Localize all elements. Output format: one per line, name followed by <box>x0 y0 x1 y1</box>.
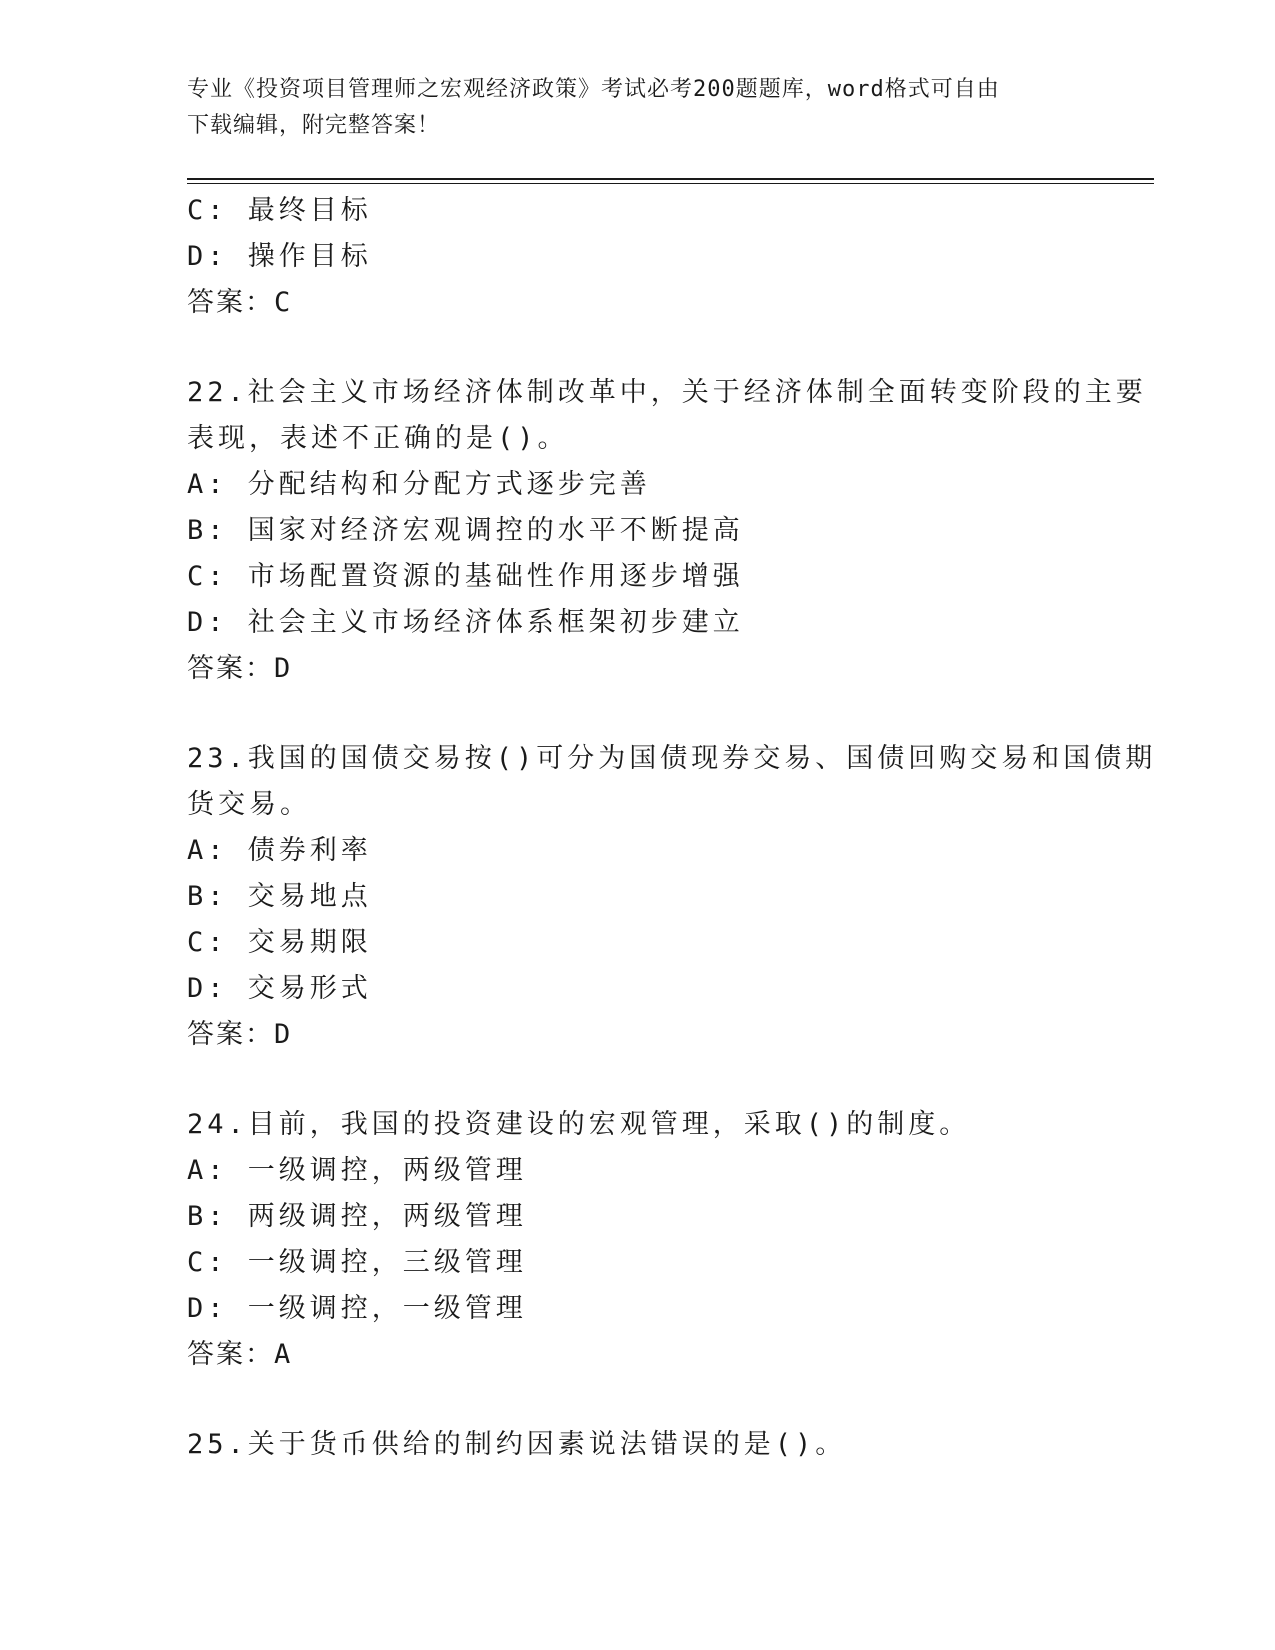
option-d: D: 一级调控，一级管理 <box>187 1293 527 1324</box>
question-text-line: 25.关于货币供给的制约因素说法错误的是()。 <box>187 1429 847 1460</box>
option-c: C: 一级调控，三级管理 <box>187 1247 527 1278</box>
option-c: C: 交易期限 <box>187 927 372 958</box>
question-text-line: 货交易。 <box>187 789 311 820</box>
question-21-continued <box>187 188 1087 326</box>
question-23 <box>187 736 1157 1058</box>
option-c: C: 市场配置资源的基础性作用逐步增强 <box>187 561 744 592</box>
answer-line: 答案：D <box>187 653 293 684</box>
document-header <box>187 72 1067 144</box>
option-d: D: 操作目标 <box>187 241 372 272</box>
answer-line: 答案：D <box>187 1019 293 1050</box>
question-25 <box>187 1422 1087 1468</box>
header-line-2: 下载编辑，附完整答案！ <box>187 113 441 138</box>
answer-line: 答案：C <box>187 287 293 318</box>
option-b: B: 交易地点 <box>187 881 372 912</box>
answer-line: 答案：A <box>187 1339 293 1370</box>
option-b: B: 两级调控，两级管理 <box>187 1201 527 1232</box>
question-text-line: 24.目前，我国的投资建设的宏观管理，采取()的制度。 <box>187 1109 971 1140</box>
option-a: A: 债券利率 <box>187 835 372 866</box>
header-divider-thin <box>187 183 1154 184</box>
question-text-line: 表现，表述不正确的是()。 <box>187 423 569 454</box>
option-a: A: 分配结构和分配方式逐步完善 <box>187 469 651 500</box>
option-d: D: 交易形式 <box>187 973 372 1004</box>
option-c: C: 最终目标 <box>187 195 372 226</box>
option-b: B: 国家对经济宏观调控的水平不断提高 <box>187 515 744 546</box>
question-list <box>187 188 1157 1468</box>
question-text-line: 23.我国的国债交易按()可分为国债现券交易、国债回购交易和国债期 <box>187 743 1157 774</box>
question-22 <box>187 370 1147 692</box>
header-divider-thick <box>187 178 1154 180</box>
option-d: D: 社会主义市场经济体系框架初步建立 <box>187 607 744 638</box>
question-text-line: 22.社会主义市场经济体制改革中，关于经济体制全面转变阶段的主要 <box>187 377 1147 408</box>
option-a: A: 一级调控，两级管理 <box>187 1155 527 1186</box>
header-line-1: 专业《投资项目管理师之宏观经济政策》考试必考200题题库，word格式可自由 <box>187 77 1000 102</box>
question-24 <box>187 1102 1087 1378</box>
